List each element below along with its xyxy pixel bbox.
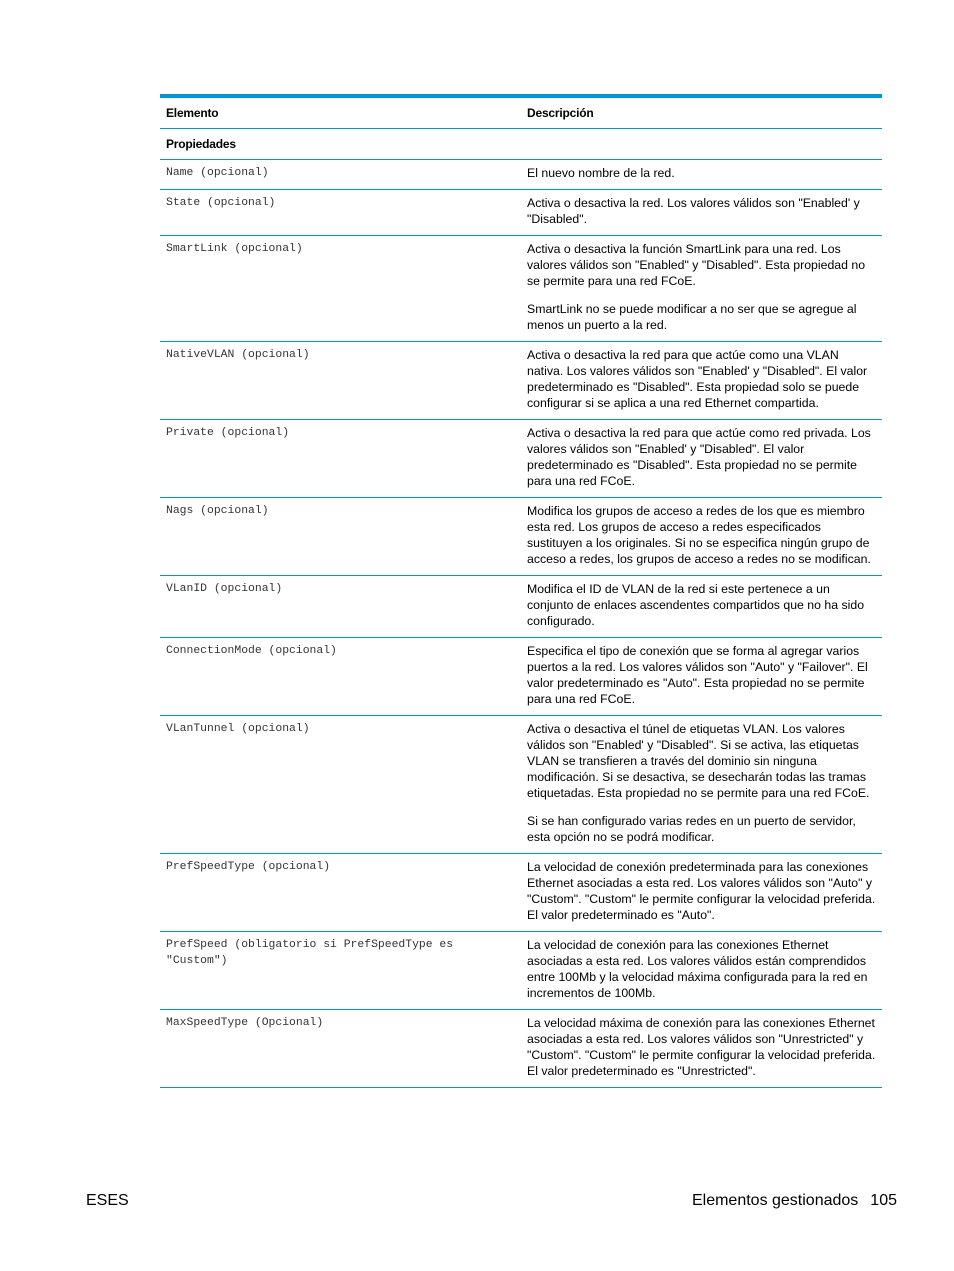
table-row <box>160 576 882 638</box>
description-paragraph: Si se han configurado varias redes en un puerto de servidor, esta opción no se podrá modificar. <box>527 814 856 844</box>
description-paragraph: Activa o desactiva la función SmartLink para una red. Los valores válidos son "Enabled" y "Disabled". Esta propiedad no se permite para una red FCoE. <box>527 242 866 288</box>
section-row <box>160 129 882 160</box>
header-element: Elemento <box>166 106 219 120</box>
property-name: Name (opcional) <box>166 167 269 179</box>
property-description <box>521 347 882 411</box>
table-row <box>160 160 882 190</box>
table-row <box>160 638 882 716</box>
table-row <box>160 1010 882 1088</box>
description-paragraph: Activa o desactiva el túnel de etiquetas VLAN. Los valores válidos son "Enabled' y "Disabled". Si se activa, las etiquetas VLAN se transfieren a través del dominio sin ninguna modificación. Si se desactiva, se desecharán todas las tramas etiquetadas. Esta propiedad no se permite para una red FCoE. <box>527 722 870 800</box>
description-paragraph: Modifica los grupos de acceso a redes de los que es miembro esta red. Los grupos de acceso a redes especificados sustituyen a los originales. Si no se especifica ningún grupo de acceso a redes, los grupos de acceso a redes no se modifican. <box>527 504 871 566</box>
property-name: VLanID (opcional) <box>166 583 283 595</box>
property-name: Private (opcional) <box>166 427 290 439</box>
table-row <box>160 498 882 576</box>
property-name: PrefSpeed (obligatorio si PrefSpeedType es "Custom") <box>166 939 460 967</box>
property-description <box>521 643 882 707</box>
property-description <box>521 721 882 845</box>
table-row <box>160 420 882 498</box>
property-description <box>521 241 882 333</box>
property-name: Nags (opcional) <box>166 505 269 517</box>
property-name: NativeVLAN (opcional) <box>166 349 310 361</box>
property-description <box>521 1015 882 1079</box>
description-paragraph: La velocidad de conexión predeterminada para las conexiones Ethernet asociadas a esta red. Los valores válidos son "Auto" y "Custom". "Custom" le permite configurar la velocidad preferida. El valor predeterminado es "Auto". <box>527 860 876 922</box>
property-description <box>521 165 882 181</box>
table-row <box>160 854 882 932</box>
section-title: Propiedades <box>166 137 236 151</box>
table-header <box>160 98 882 129</box>
description-paragraph: El nuevo nombre de la red. <box>527 166 675 180</box>
property-name: MaxSpeedType (Opcional) <box>166 1017 324 1029</box>
property-description <box>521 937 882 1001</box>
description-paragraph: Activa o desactiva la red. Los valores válidos son "Enabled' y "Disabled". <box>527 196 860 226</box>
footer-locale: ESES <box>86 1192 129 1209</box>
property-name: VLanTunnel (opcional) <box>166 723 310 735</box>
description-paragraph: SmartLink no se puede modificar a no ser que se agregue al menos un puerto a la red. <box>527 302 857 332</box>
description-paragraph: Activa o desactiva la red para que actúe como una VLAN nativa. Los valores válidos son "Enabled' y "Disabled". El valor predeterminado es "Disabled". Esta propiedad solo se puede configurar si se aplica a una red Ethernet compartida. <box>527 348 868 410</box>
table-row <box>160 932 882 1010</box>
property-name: ConnectionMode (opcional) <box>166 645 337 657</box>
property-description <box>521 581 882 629</box>
description-paragraph: La velocidad de conexión para las conexiones Ethernet asociadas a esta red. Los valores válidos están comprendidos entre 100Mb y la velocidad máxima configurada para la red en incrementos de 100Mb. <box>527 938 868 1000</box>
property-description <box>521 859 882 923</box>
property-name: PrefSpeedType (opcional) <box>166 861 331 873</box>
property-name: SmartLink (opcional) <box>166 243 303 255</box>
header-description: Descripción <box>527 106 594 120</box>
description-paragraph: Modifica el ID de VLAN de la red si este pertenece a un conjunto de enlaces ascendentes compartidos que no ha sido configurado. <box>527 582 865 628</box>
description-paragraph: Especifica el tipo de conexión que se forma al agregar varios puertos a la red. Los valores válidos son "Auto" y "Failover". El valor predeterminado es "Auto". Esta propiedad no se permite para una red FCoE. <box>527 644 868 706</box>
property-description <box>521 503 882 567</box>
page-number: 105 <box>870 1192 897 1209</box>
table-body <box>160 160 882 1088</box>
table-row <box>160 236 882 342</box>
footer-title: Elementos gestionados <box>691 1192 859 1209</box>
table-row <box>160 716 882 854</box>
property-name: State (opcional) <box>166 197 276 209</box>
property-description <box>521 425 882 489</box>
footer-page-info <box>692 1192 897 1210</box>
description-paragraph: La velocidad máxima de conexión para las conexiones Ethernet asociadas a esta red. Los valores válidos son "Unrestricted" y "Custom". "Custom" le permite configurar la velocidad preferida. El valor predeterminado es "Unrestricted". <box>527 1016 876 1078</box>
table-row <box>160 342 882 420</box>
property-description <box>521 195 882 227</box>
table-row <box>160 190 882 236</box>
properties-table <box>160 94 882 1088</box>
description-paragraph: Activa o desactiva la red para que actúe como red privada. Los valores válidos son "Enabled' y "Disabled". El valor predeterminado es "Disabled". Esta propiedad no se permite para una red FCoE. <box>527 426 871 488</box>
